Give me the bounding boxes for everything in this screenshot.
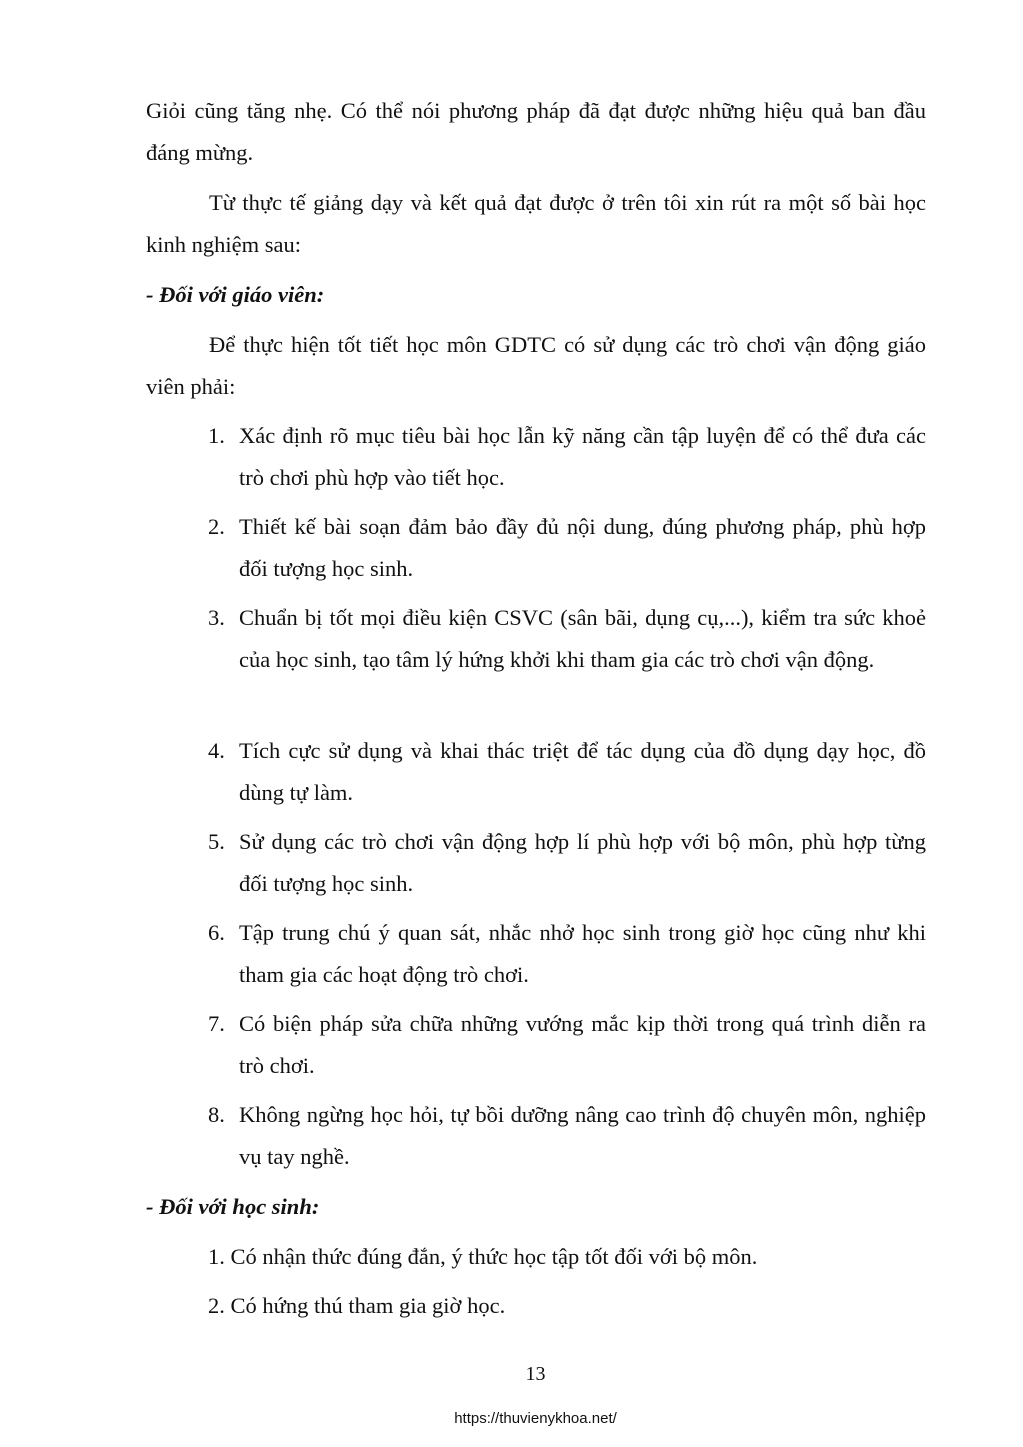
list-item xyxy=(208,506,926,590)
list-item-text: Tích cực sử dụng và khai thác triệt để tác dụng của đồ dụng dạy học, đồ dùng tự làm. xyxy=(239,738,926,805)
list-item xyxy=(208,730,926,814)
list-item-text: Không ngừng học hỏi, tự bồi dưỡng nâng cao trình độ chuyên môn, nghiệp vụ tay nghề. xyxy=(239,1102,926,1169)
list-item-number: 5. xyxy=(208,829,225,854)
list-item-number: 6. xyxy=(208,920,225,945)
list-item-number: 1. xyxy=(208,423,225,448)
list-item xyxy=(208,597,926,681)
student-section-heading: - Đối với học sinh: xyxy=(146,1194,320,1219)
list-item-number: 8. xyxy=(208,1102,225,1127)
teacher-section-intro: Để thực hiện tốt tiết học môn GDTC có sử dụng các trò chơi vận động giáo viên phải: xyxy=(146,332,926,399)
list-item-text: Chuẩn bị tốt mọi điều kiện CSVC (sân bãi, dụng cụ,...), kiểm tra sức khoẻ của học sinh, tạo tâm lý hứng khởi khi tham gia các trò chơi vận động. xyxy=(239,605,926,672)
student-list-item: 2. Có hứng thú tham gia giờ học. xyxy=(208,1293,506,1318)
list-item-text: Có biện pháp sửa chữa những vướng mắc kịp thời trong quá trình diễn ra trò chơi. xyxy=(239,1011,926,1078)
list-item-text: Xác định rõ mục tiêu bài học lẫn kỹ năng cần tập luyện để có thể đưa các trò chơi phù hợp vào tiết học. xyxy=(239,423,926,490)
list-item xyxy=(208,821,926,905)
list-item xyxy=(208,415,926,499)
list-item-number: 4. xyxy=(208,738,225,763)
list-item-number: 3. xyxy=(208,605,225,630)
page-number: 13 xyxy=(525,1363,546,1385)
list-item-number: 7. xyxy=(208,1011,225,1036)
list-item xyxy=(208,1003,926,1087)
list-item xyxy=(208,912,926,996)
list-item xyxy=(208,1094,926,1178)
student-list-item: 1. Có nhận thức đúng đắn, ý thức học tập tốt đối với bộ môn. xyxy=(208,1244,758,1269)
list-item-number: 2. xyxy=(208,514,225,539)
list-item-text: Sử dụng các trò chơi vận động hợp lí phù hợp với bộ môn, phù hợp từng đối tượng học sinh. xyxy=(239,829,926,896)
lessons-paragraph: Từ thực tế giảng dạy và kết quả đạt được ở trên tôi xin rút ra một số bài học kinh nghiệm sau: xyxy=(146,190,926,257)
intro-paragraph: Giỏi cũng tăng nhẹ. Có thể nói phương pháp đã đạt được những hiệu quả ban đầu đáng mừng. xyxy=(146,98,926,165)
teacher-section-heading: - Đối với giáo viên: xyxy=(146,282,325,307)
list-item-text: Thiết kế bài soạn đảm bảo đầy đủ nội dung, đúng phương pháp, phù hợp đối tượng học sinh. xyxy=(239,514,926,581)
footer-url: https://thuvienykhoa.net/ xyxy=(454,1410,617,1427)
list-item-text: Tập trung chú ý quan sát, nhắc nhở học sinh trong giờ học cũng như khi tham gia các hoạt động trò chơi. xyxy=(239,920,926,987)
